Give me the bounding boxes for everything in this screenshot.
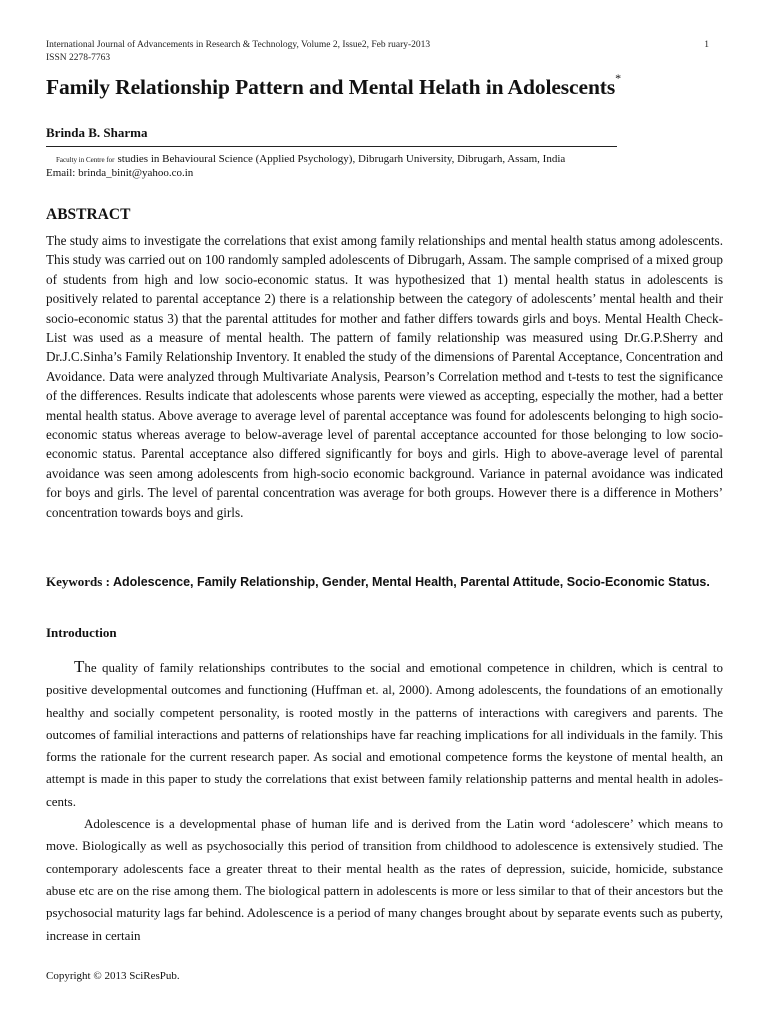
keywords-label: Keywords : [46,574,110,589]
abstract-heading: ABSTRACT [46,206,131,223]
title-footnote-marker: * [615,71,622,85]
affiliation-text: studies in Behavioural Science (Applied Psychology), Dibrugarh University, Dibrugarh, Assam, India [117,153,566,165]
intro-paragraph-1 [46,656,723,813]
keywords [46,572,723,592]
author-email: Email: brinda_binit@yahoo.co.in [46,167,194,179]
drop-cap: T [74,657,85,676]
introduction-heading: Introduction [46,625,117,640]
keywords-text: Adolescence, Family Relationship, Gender, Mental Health, Parental Attitude, Socio-Economic Status. [112,575,710,589]
page-number: 1 [704,40,709,50]
introduction-body [46,656,723,947]
journal-line: International Journal of Advancements in Research & Technology, Volume 2, Issue2, Feb ruary-2013 [46,40,431,50]
abstract-text: The study aims to investigate the correlations that exist among family relationships and mental health status among adolescents. This study was carried out on 100 randomly sampled adolescents of Dibrugarh, Assam. The sample comprised of a mixed group of students from high and low socio-economic status. It was hypothesized that 1) mental health status in adolescents is positively related to parental acceptance 2) there is a relationship between the category of adolescents’ mental health and their socio-economic status 3) that the parental attitudes for mother and father differs towards girls and boys. Mental Health Check-List was used as a measure of mental health. The pattern of family relationship was measured using Dr.G.P.Sherry and Dr.J.C.Sinha’s Family Relationship Inventory. It enabled the study of the dimensions of Parental Acceptance, Concentration and Avoidance. Data were analyzed through Multivariate Analysis, Pearson’s Correlation method and t-tests to test the significance of the differences. Results indicate that adolescents whose parents were viewed as accepting, especially the mother, had a better mental health status. Above average to average level of parental acceptance was found for adolescents belonging to high socio-economic status whereas average to below-average level of parental acceptance accounted for those belonging to low socio-economic status. Parental acceptance also differed significantly for boys and girls. High to above-average level of parental avoidance was seen among adolescents from high-socio economic background. Variance in paternal avoidance was indicated for boys and girls. The level of parental concentration was average for both groups. However there is a difference in Mothers’ concentration towards boys and girls. [46,233,723,520]
paper-title [46,71,723,100]
affiliation [46,153,565,165]
author-name: Brinda B. Sharma [46,125,148,140]
intro-paragraph-2: Adolescence is a developmental phase of human life and is derived from the Latin word ‘adolescere’ which means to move. Biologically as well as psychosocially this period of transition from childhood to adolescence is extensively studied. The contemporary adolescents face a greater threat to their mental health as the rates of depression, suicide, homicide, substance abuse etc are on the rise among them. The biological pattern in adolescents is more or less similar to that of their ancestors but the psychosocial maturity lags far behind. Adolescence is a period of many changes brought about by separate events such as puberty, increase in certain [46,816,723,943]
running-header [46,39,723,65]
affiliation-prefix: Faculty in Centre for [56,156,115,164]
author-divider [46,146,617,147]
title-text: Family Relationship Pattern and Mental Helath in Adolescents [46,75,616,99]
copyright-footer: Copyright © 2013 SciResPub. [46,970,180,982]
intro-paragraph-1-text: he quality of family relationships contributes to the social and emotional competence in children, which is central to positive developmental outcomes and functioning (Huffman et. al, 2000). Among adolescents, the foundations of an emotionally healthy and socially competent personality, is rooted mostly in the patterns of interactions with caregivers and parents. The outcomes of familial interactions and patterns of relationships have far reaching implications for all individuals in the family. This forms the rationale for the current research paper. As social and emotional competence forms the keystone of mental health, an attempt is made in this paper to study the correlations that exist between family relationship patterns and mental health in adolescents. [46,660,723,809]
issn-line: ISSN 2278-7763 [46,53,111,63]
